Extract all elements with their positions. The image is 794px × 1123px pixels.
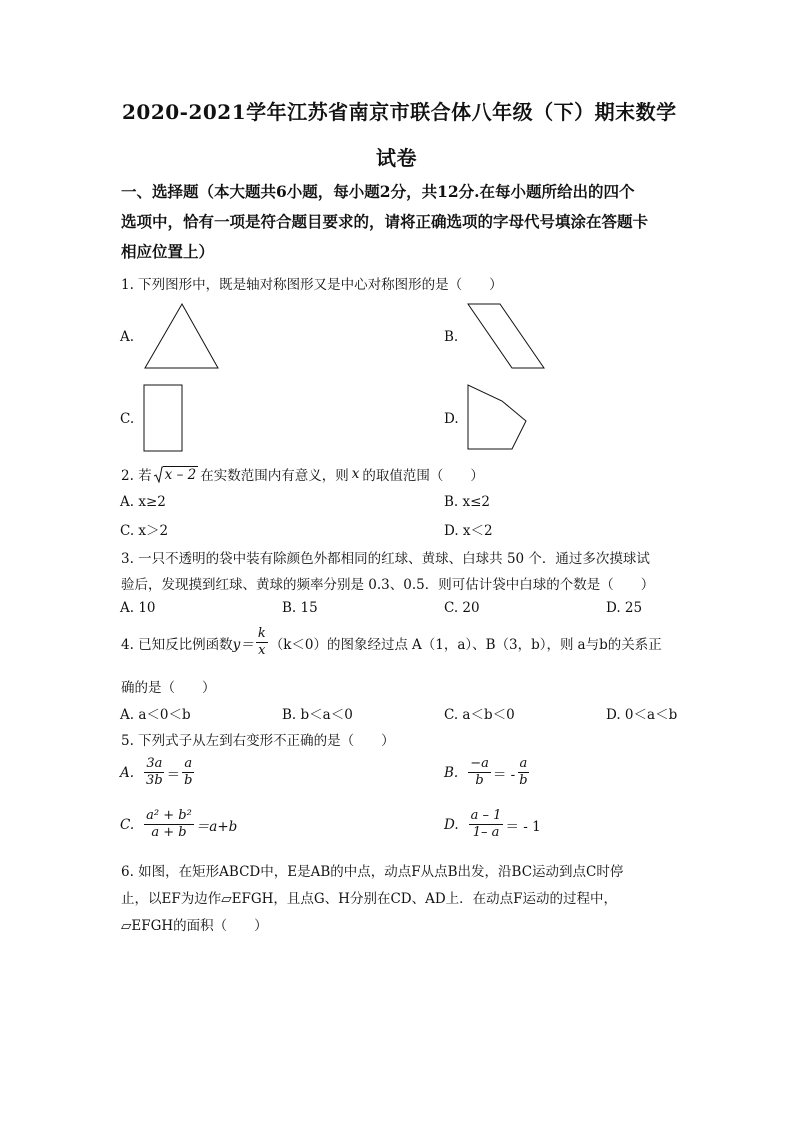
q5-d-label: D. xyxy=(444,816,459,833)
question-5-stem: 5. 下列式子从左到右变形不正确的是（ ） xyxy=(121,733,395,749)
section-header-line1: 一、选择题（本大题共6小题，每小题2分，共12分.在每小题所给出的四个 xyxy=(121,182,635,201)
q5-b-frac2 xyxy=(517,756,529,789)
q4-num: k xyxy=(257,626,266,641)
q2-option-d: D. x＜2 xyxy=(444,523,493,539)
q5-b-den1: b xyxy=(475,773,484,788)
q5-b-frac1 xyxy=(468,756,491,789)
q2-var: x xyxy=(351,466,360,482)
page-title: 2020-2021学年江苏省南京市联合体八年级（下）期末数学 xyxy=(122,100,677,124)
q5-c-num: a² + b² xyxy=(146,808,192,823)
q4-rel: a与b的关系正 xyxy=(577,636,662,653)
question-6-line3: ▱EFGH的面积（ ） xyxy=(121,918,268,934)
triangle-icon xyxy=(142,302,222,372)
q4-cond: （k＜0）的图象经过点 xyxy=(269,636,408,653)
q5-option-d xyxy=(444,808,541,841)
q5-b-num1: −a xyxy=(470,756,489,771)
q1-option-b-label: B. xyxy=(444,329,459,345)
q5-c-den: a + b xyxy=(151,825,187,840)
q3-option-c: C. 20 xyxy=(444,600,480,616)
q4-y: y＝ xyxy=(232,636,254,653)
q4-option-b: B. b＜a＜0 xyxy=(282,707,353,723)
q5-a-label: A. xyxy=(120,764,135,781)
question-3-line2: 验后，发现摸到红球、黄球的频率分别是 0.3、0.5．则可估计袋中白球的个数是（ ） xyxy=(121,577,655,593)
q5-option-a xyxy=(120,756,196,789)
question-1-stem: 1. 下列图形中，既是轴对称图形又是中心对称图形的是（ ） xyxy=(121,277,503,293)
q5-a-den1: 3b xyxy=(146,773,163,788)
q4-option-c: C. a＜b＜0 xyxy=(444,707,515,723)
radicand: x – 2 xyxy=(164,466,197,483)
q4-option-d: D. 0＜a＜b xyxy=(606,707,678,723)
q2-option-a: A. x≥2 xyxy=(120,494,166,510)
q4-option-a: A. a＜0＜b xyxy=(120,707,191,723)
q5-b-label: B. xyxy=(444,764,459,781)
q5-b-eq: ＝ - xyxy=(492,766,516,783)
q2-stem-post: 在实数范围内有意义，则 xyxy=(200,468,349,484)
q5-d-den: 1– a xyxy=(472,825,500,840)
question-4-line2: 确的是（ ） xyxy=(121,680,216,696)
rectangle-icon xyxy=(142,383,186,453)
q5-a-frac1 xyxy=(144,756,165,789)
q5-a-num2: a xyxy=(184,756,193,771)
q5-a-eq: ＝ xyxy=(166,766,181,783)
q5-option-c xyxy=(120,808,237,841)
q5-c-frac xyxy=(144,808,194,841)
section-header-line3: 相应位置上） xyxy=(121,242,215,261)
q4-points: A（1，a）、B（3，b），则 xyxy=(411,636,574,653)
q2-stem-pre: 2. 若 xyxy=(121,468,152,484)
q5-c-label: C. xyxy=(120,816,135,833)
sqrt-expression xyxy=(154,466,199,483)
q2-stem-end: 的取值范围（ ） xyxy=(362,468,484,484)
question-6-line2: 止，以EF为边作▱EFGH，且点G、H分别在CD、AD上．在动点F运动的过程中， xyxy=(121,891,618,907)
q5-d-num: a – 1 xyxy=(470,808,502,823)
q5-b-num2: a xyxy=(519,756,528,771)
q4-den: x xyxy=(258,643,266,658)
q1-option-c-label: C. xyxy=(120,411,135,427)
question-3-line1: 3. 一只不透明的袋中装有除颜色外都相同的红球、黄球、白球共 50 个．通过多次摸球试 xyxy=(121,551,650,567)
q5-a-den2: b xyxy=(184,773,193,788)
question-6-line1: 6. 如图，在矩形ABCD中，E是AB的中点，动点F从点B出发，沿BC运动到点C时停 xyxy=(121,864,624,880)
q3-option-b: B. 15 xyxy=(282,600,318,616)
question-4-line1 xyxy=(121,626,662,659)
parallelogram-icon xyxy=(466,302,548,372)
section-header-line2: 选项中，恰有一项是符合题目要求的，请将正确选项的字母代号填涂在答题卡 xyxy=(121,212,649,231)
q5-option-b xyxy=(444,756,532,789)
q5-a-frac2 xyxy=(182,756,194,789)
pentagon-icon xyxy=(466,383,530,453)
q5-c-rhs: ＝a+b xyxy=(195,818,238,835)
radical-icon xyxy=(154,466,163,483)
q3-option-d: D. 25 xyxy=(606,600,643,616)
q5-a-num1: 3a xyxy=(146,756,163,771)
page-title-continued: 试卷 xyxy=(376,146,417,170)
q1-option-d-label: D. xyxy=(444,411,459,427)
q3-option-a: A. 10 xyxy=(120,600,156,616)
q4-pre: 4. 已知反比例函数 xyxy=(121,636,233,653)
q1-option-a-label: A. xyxy=(120,329,135,345)
q5-d-frac xyxy=(469,808,504,841)
q5-d-rhs: ＝ - 1 xyxy=(505,818,541,835)
q5-b-den2: b xyxy=(519,773,528,788)
q2-option-b: B. x≤2 xyxy=(444,494,491,510)
question-2-stem xyxy=(121,464,484,484)
q4-fraction xyxy=(256,626,268,659)
q2-option-c: C. x＞2 xyxy=(120,523,169,539)
